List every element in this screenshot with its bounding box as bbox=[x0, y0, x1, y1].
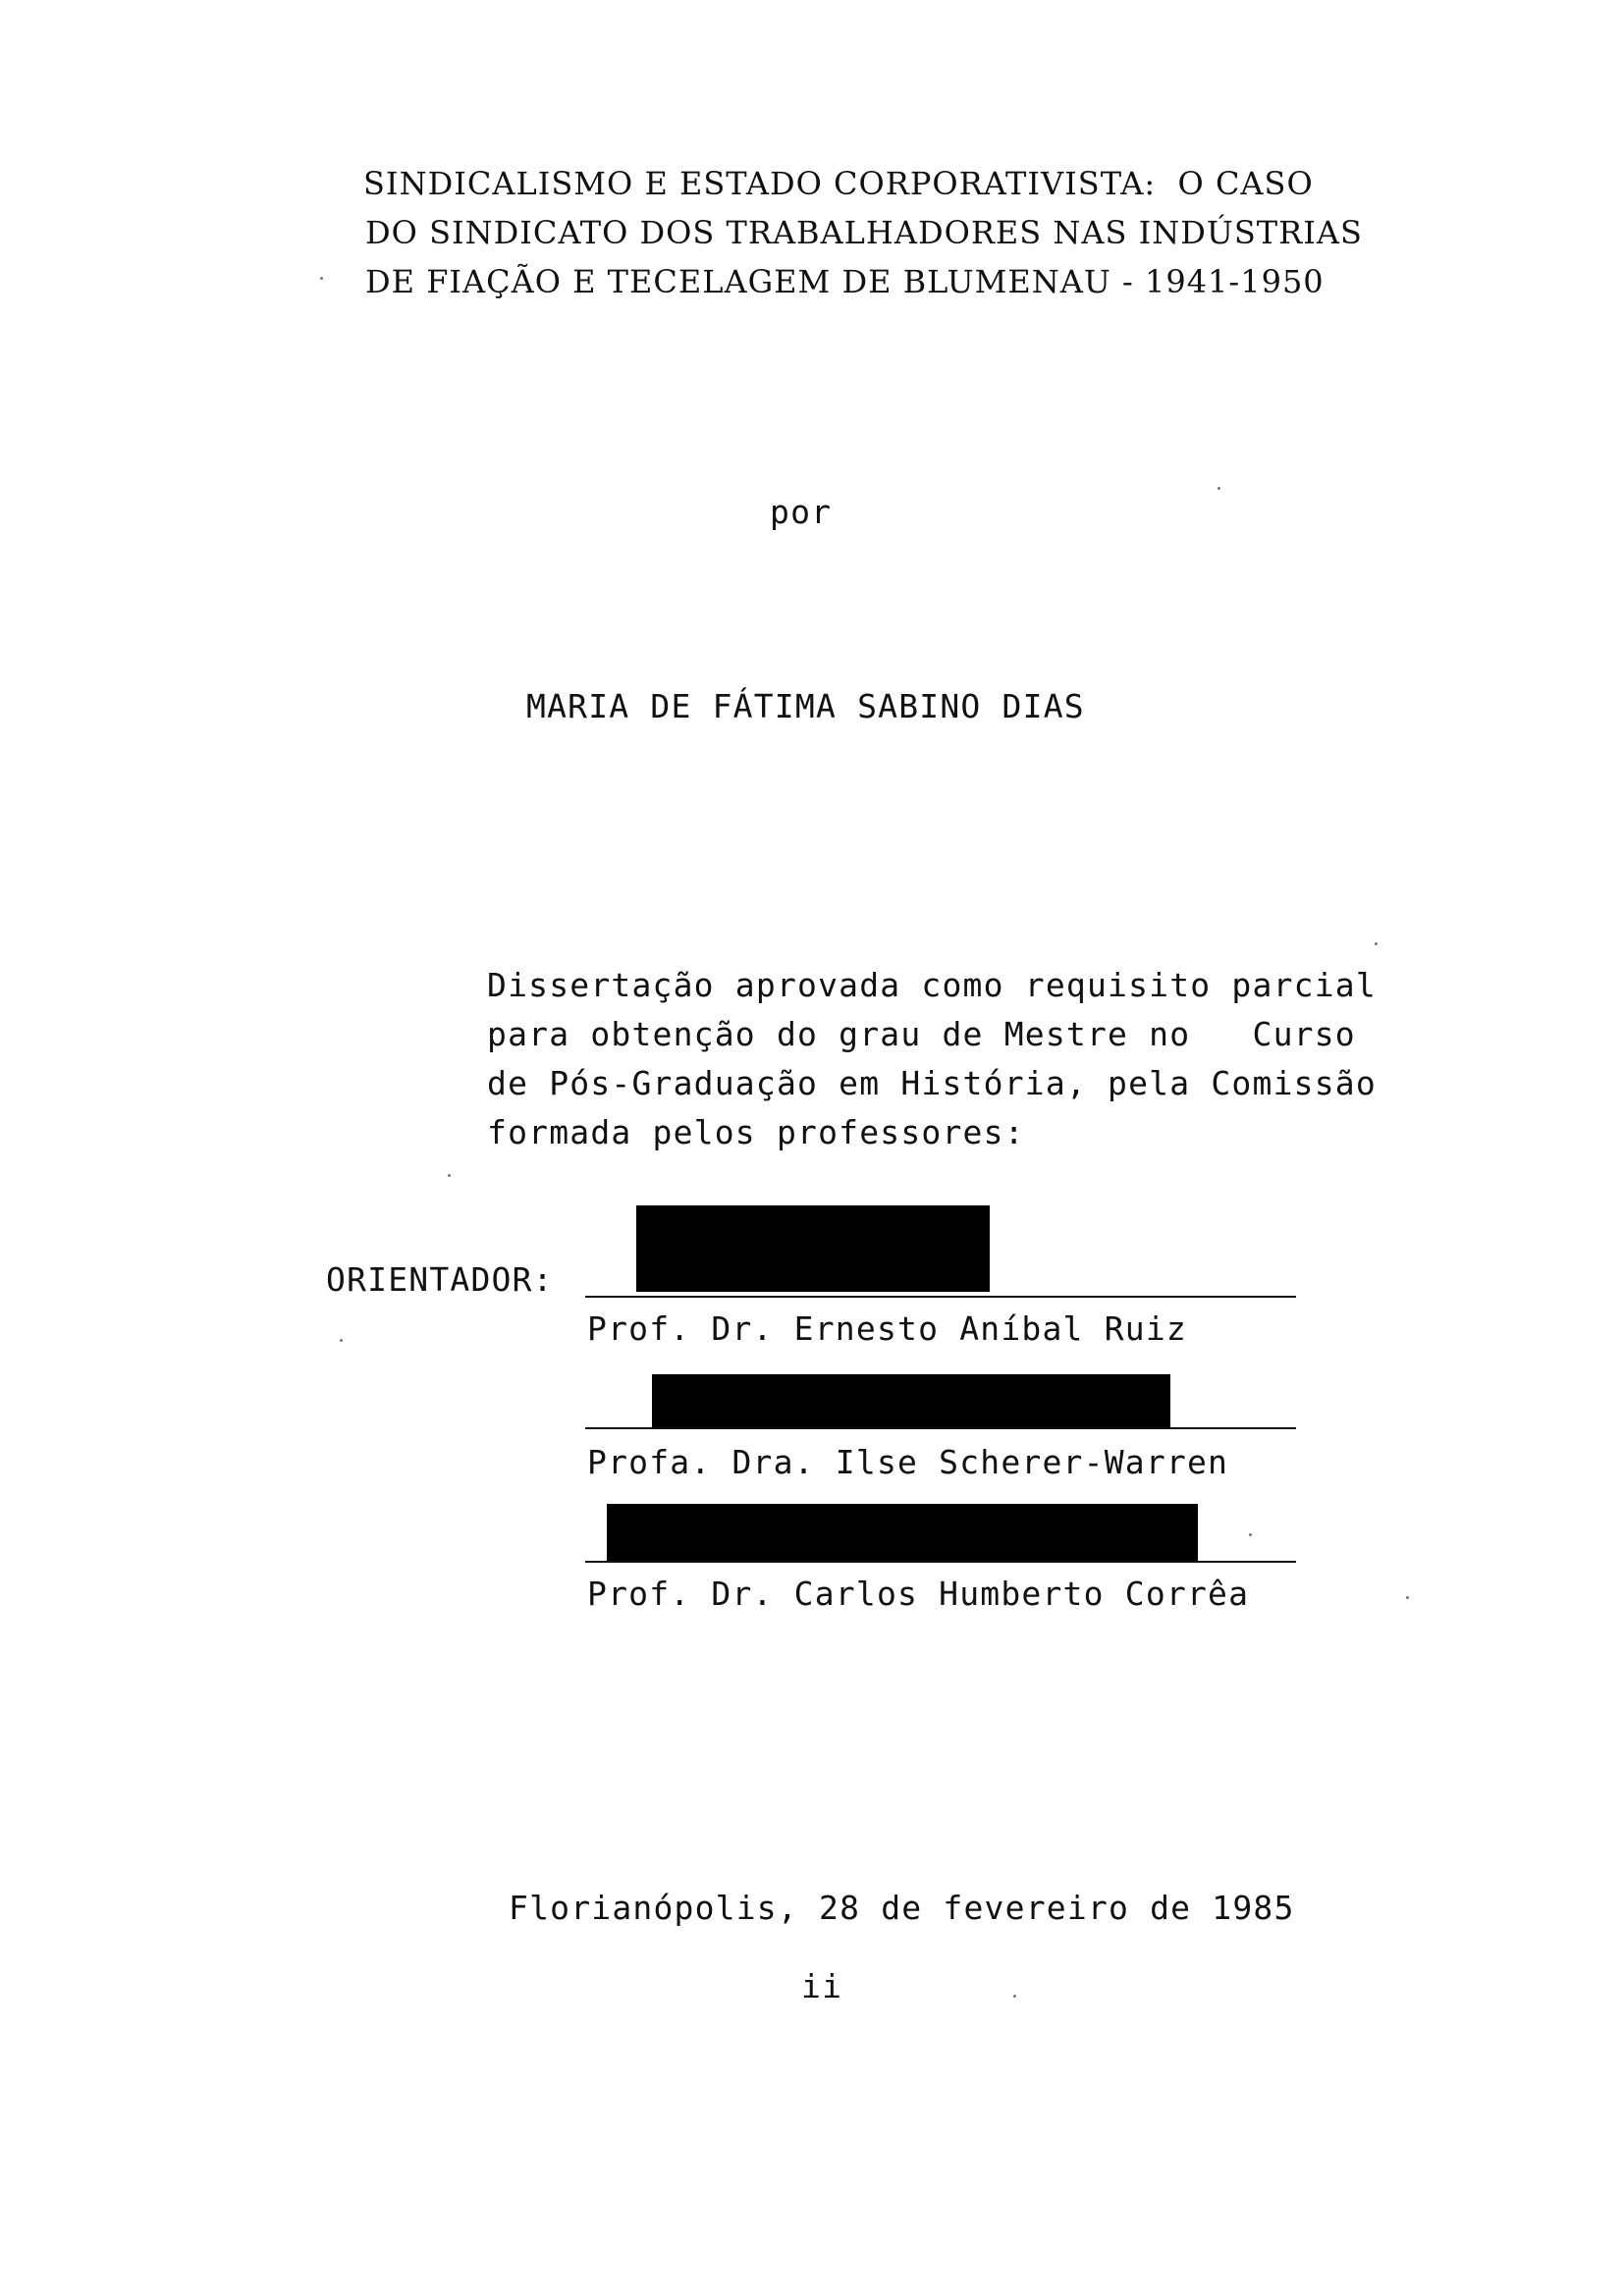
title-line-1: SINDICALISMO E ESTADO CORPORATIVISTA: O CASO bbox=[363, 165, 1314, 202]
title-line-3: DE FIAÇÃO E TECELAGEM DE BLUMENAU - 1941-1950 bbox=[365, 263, 1325, 300]
approval-line-1: Dissertação aprovada como requisito parcial bbox=[487, 966, 1377, 1004]
scan-speck bbox=[340, 1339, 343, 1342]
signature-line-1 bbox=[585, 1296, 1296, 1298]
committee-member-name: Profa. Dra. Ilse Scherer-Warren bbox=[587, 1443, 1229, 1481]
author-name: MARIA DE FÁTIMA SABINO DIAS bbox=[526, 687, 1085, 725]
approval-line-3: de Pós-Graduação em História, pela Comissão bbox=[487, 1064, 1377, 1102]
committee-member-name: Prof. Dr. Ernesto Aníbal Ruiz bbox=[587, 1309, 1187, 1348]
scan-speck bbox=[1375, 942, 1378, 945]
scan-speck bbox=[1218, 487, 1220, 490]
scan-speck bbox=[320, 277, 323, 280]
page-number: ii bbox=[801, 1967, 843, 2005]
scan-speck bbox=[448, 1174, 451, 1177]
signature-line-3 bbox=[585, 1561, 1296, 1563]
orientador-label: ORIENTADOR: bbox=[326, 1260, 554, 1299]
title-line-2: DO SINDICATO DOS TRABALHADORES NAS INDÚSTRIAS bbox=[365, 214, 1363, 251]
scan-speck bbox=[1249, 1533, 1252, 1536]
redacted-signature-1 bbox=[636, 1205, 990, 1292]
redacted-signature-3 bbox=[607, 1504, 1198, 1561]
scan-speck bbox=[1013, 1995, 1016, 1998]
by-label: por bbox=[770, 493, 833, 531]
place-date: Florianópolis, 28 de fevereiro de 1985 bbox=[509, 1889, 1295, 1927]
signature-line-2 bbox=[585, 1427, 1296, 1429]
committee-member-name: Prof. Dr. Carlos Humberto Corrêa bbox=[587, 1575, 1250, 1613]
approval-line-4: formada pelos professores: bbox=[487, 1113, 1025, 1151]
redacted-signature-2 bbox=[652, 1374, 1170, 1427]
scan-speck bbox=[1406, 1596, 1409, 1599]
approval-line-2: para obtenção do grau de Mestre no Curso bbox=[487, 1015, 1356, 1053]
